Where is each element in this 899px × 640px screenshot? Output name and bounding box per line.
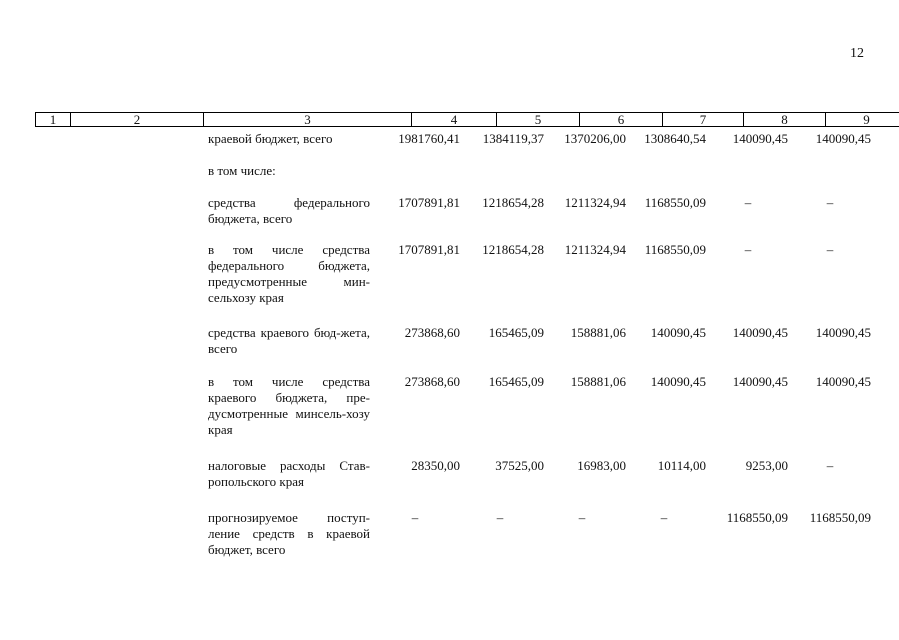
row-value-col-4: 1707891,81 [398,242,460,257]
row-value-col-4: 1981760,41 [398,131,460,146]
row-value-col-8: 1168550,09 [726,510,788,525]
row-label: прогнозируемое поступ-ление средств в краевой бюджет, всего [208,510,370,557]
row-label: в том числе средства федерального бюджета, предусмотренные мин-сельхозу края [208,242,370,305]
row-value-col-6: 158881,06 [570,374,626,389]
header-cell-4: 4 [412,112,497,127]
row-value-col-4: 273868,60 [404,325,460,340]
header-cell-8: 8 [744,112,826,127]
row-value-col-5: 165465,09 [488,374,544,389]
row-value-col-9: – [826,195,834,210]
row-value-col-5: 37525,00 [495,458,544,473]
header-cell-1: 1 [35,112,71,127]
row-label: в том числе средства краевого бюджета, пре-дусмотренные минсель-хозу края [208,374,370,437]
row-value-col-7: 10114,00 [657,458,706,473]
row-value-col-4: 1707891,81 [398,195,460,210]
row-value-col-6: 158881,06 [570,325,626,340]
row-value-col-7: 140090,45 [650,325,706,340]
row-value-col-8: 140090,45 [732,374,788,389]
page-number: 12 [850,46,864,61]
row-value-col-8: 140090,45 [732,325,788,340]
row-value-col-5: 1384119,37 [482,131,544,146]
row-label: средства федерального бюджета, всего [208,195,370,226]
row-value-col-6: 16983,00 [577,458,626,473]
row-value-col-8: 140090,45 [732,131,788,146]
row-value-col-9: 140090,45 [815,131,871,146]
row-value-col-9: – [826,242,834,257]
row-label: краевой бюджет, всего [208,131,333,146]
row-value-col-4: 273868,60 [404,374,460,389]
row-value-col-7: – [660,510,668,525]
header-cell-9: 9 [826,112,899,127]
row-value-col-8: – [744,195,752,210]
row-value-col-5: 165465,09 [488,325,544,340]
header-cell-3: 3 [204,112,412,127]
row-value-col-6: 1211324,94 [564,242,626,257]
row-value-col-7: 1168550,09 [644,195,706,210]
row-value-col-9: 140090,45 [815,374,871,389]
row-value-col-4: – [411,510,419,525]
row-value-col-7: 140090,45 [650,374,706,389]
row-value-col-7: 1168550,09 [644,242,706,257]
header-cell-2: 2 [71,112,204,127]
row-value-col-6: – [578,510,586,525]
row-value-col-8: 9253,00 [745,458,788,473]
row-label: средства краевого бюд-жета, всего [208,325,370,356]
header-cell-6: 6 [580,112,663,127]
header-cell-5: 5 [497,112,580,127]
row-value-col-6: 1211324,94 [564,195,626,210]
row-value-col-9: 1168550,09 [809,510,871,525]
row-value-col-5: 1218654,28 [482,242,544,257]
row-value-col-5: – [496,510,504,525]
table-header-row [35,112,899,127]
row-value-col-9: – [826,458,834,473]
row-value-col-5: 1218654,28 [482,195,544,210]
row-value-col-7: 1308640,54 [644,131,706,146]
row-label: налоговые расходы Став-ропольского края [208,458,370,489]
row-value-col-6: 1370206,00 [564,131,626,146]
row-value-col-4: 28350,00 [411,458,460,473]
row-value-col-8: – [744,242,752,257]
header-cell-7: 7 [663,112,744,127]
row-label: в том числе: [208,163,276,178]
row-value-col-9: 140090,45 [815,325,871,340]
